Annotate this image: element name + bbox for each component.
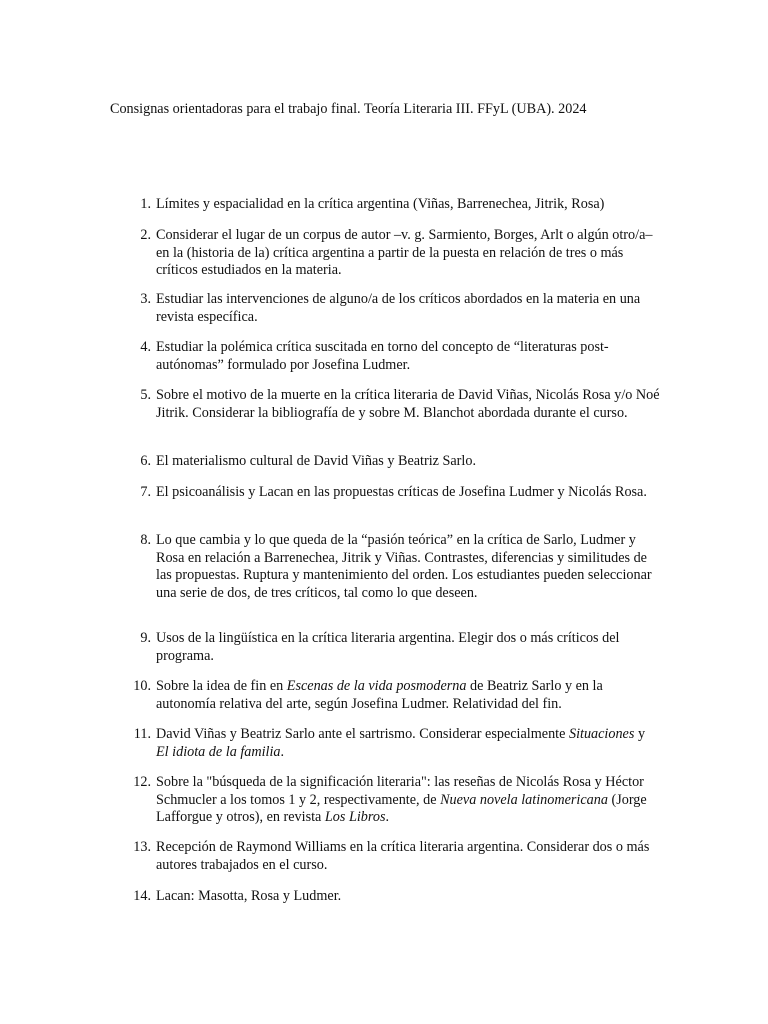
text-segment: . [280,743,285,760]
text-segment: . [385,809,390,826]
list-item-text [156,678,660,713]
document-title: Consignas orientadoras para el trabajo final. Teoría Literaria III. FFyL (UBA). 2024 [110,101,587,117]
list-item-number: 7. [140,484,151,500]
list-item [110,387,660,422]
list-item [110,678,660,713]
list-item-number: 5. [140,387,151,403]
list-item-text [156,888,660,906]
list-item [110,339,660,374]
text-segment: Sobre la "búsqueda de la significación literaria": las reseñas de Nicolás Rosa y Héctor Schmucler a los tomos 1 y 2, respectivamente, de [156,774,644,808]
list-item [110,196,660,214]
text-segment: (Jorge Lafforgue y otros), en revista [156,791,647,826]
list-item-text [156,532,660,602]
list-item-number: 9. [140,630,151,646]
text-segment: Límites y espacialidad en la crítica argentina (Viñas, Barrenechea, Jitrik, Rosa) [156,196,605,212]
list-item [110,774,660,827]
list-item-text [156,484,660,502]
text-segment: y [634,726,646,742]
list-item-text [156,387,660,422]
text-segment: Sobre el motivo de la muerte en la crítica literaria de David Viñas, Nicolás Rosa y/o Noé Jitrik. Considerar la bibliografía de y sobre M. Blanchot abordada durante el curso. [156,387,660,421]
list-item-text [156,291,660,326]
list-item-text [156,196,660,214]
text-segment: Sobre la idea de fin en [156,678,287,694]
text-segment: Recepción de Raymond Williams en la crítica literaria argentina. Considerar dos o más autores trabajados en el curso. [156,839,650,873]
text-segment: Estudiar las intervenciones de alguno/a de los críticos abordados en la materia en una revista específica. [156,291,641,325]
list-item [110,453,660,471]
list-item-text [156,774,660,827]
text-segment: El materialismo cultural de David Viñas y Beatriz Sarlo. [156,453,476,469]
list-item [110,227,660,280]
list-item-number: 12. [133,774,151,790]
italic-title: Los Libros [324,809,386,826]
list-item [110,726,660,761]
list-item-number: 8. [140,532,151,548]
list-item-number: 2. [140,227,151,243]
text-segment: Estudiar la polémica crítica suscitada en torno del concepto de “literaturas post-autónomas” formulado por Josefina Ludmer. [156,339,609,373]
text-segment: Lacan: Masotta, Rosa y Ludmer. [156,888,342,904]
list-item [110,630,660,665]
italic-title: Escenas de la vida posmoderna [286,678,467,694]
list-item-text [156,339,660,374]
list-item [110,291,660,326]
text-segment: El psicoanálisis y Lacan en las propuestas críticas de Josefina Ludmer y Nicolás Rosa. [156,484,647,500]
list-item-number: 3. [140,291,151,307]
list-item [110,532,660,602]
list-item-number: 10. [133,678,151,694]
list-item-number: 4. [140,339,151,355]
italic-title: Situaciones [568,726,635,742]
list-item [110,839,660,874]
list-item-text [156,630,660,665]
text-segment: Lo que cambia y lo que queda de la “pasión teórica” en la crítica de Sarlo, Ludmer y Rosa en relación a Barrenechea, Jitrik y Viñas. Contrastes, diferencias y similitudes de las propuestas. Ruptura y mantenimiento del orden. Los estudiantes pueden seleccionar una serie de dos, de tres críticos, tal como lo que deseen. [156,532,652,601]
list-item-text [156,453,660,471]
italic-title: Nueva novela latinomericana [440,791,608,808]
list-item [110,888,660,906]
list-item-number: 14. [133,888,151,904]
list-item-number: 1. [140,196,151,212]
text-segment: Considerar el lugar de un corpus de autor –v. g. Sarmiento, Borges, Arlt o algún otro/a– en la (historia de la) crítica argentina a partir de la puesta en relación de tres o más críticos estudiados en la materia. [156,227,653,279]
text-segment: de Beatriz Sarlo y en la autonomía relativa del arte, según Josefina Ludmer. Relatividad del fin. [156,678,603,712]
list-item-text [156,726,660,761]
list-item-text [156,227,660,280]
text-segment: David Viñas y Beatriz Sarlo ante el sartrismo. Considerar especialmente [156,726,569,742]
text-segment: Usos de la lingüística en la crítica literaria argentina. Elegir dos o más críticos del programa. [156,630,620,664]
list-item-number: 13. [133,839,151,855]
list-item-number: 11. [133,726,151,742]
list-item-text [156,839,660,874]
list-item-number: 6. [140,453,151,469]
italic-title: El idiota de la familia [156,743,281,760]
list-item [110,484,660,502]
